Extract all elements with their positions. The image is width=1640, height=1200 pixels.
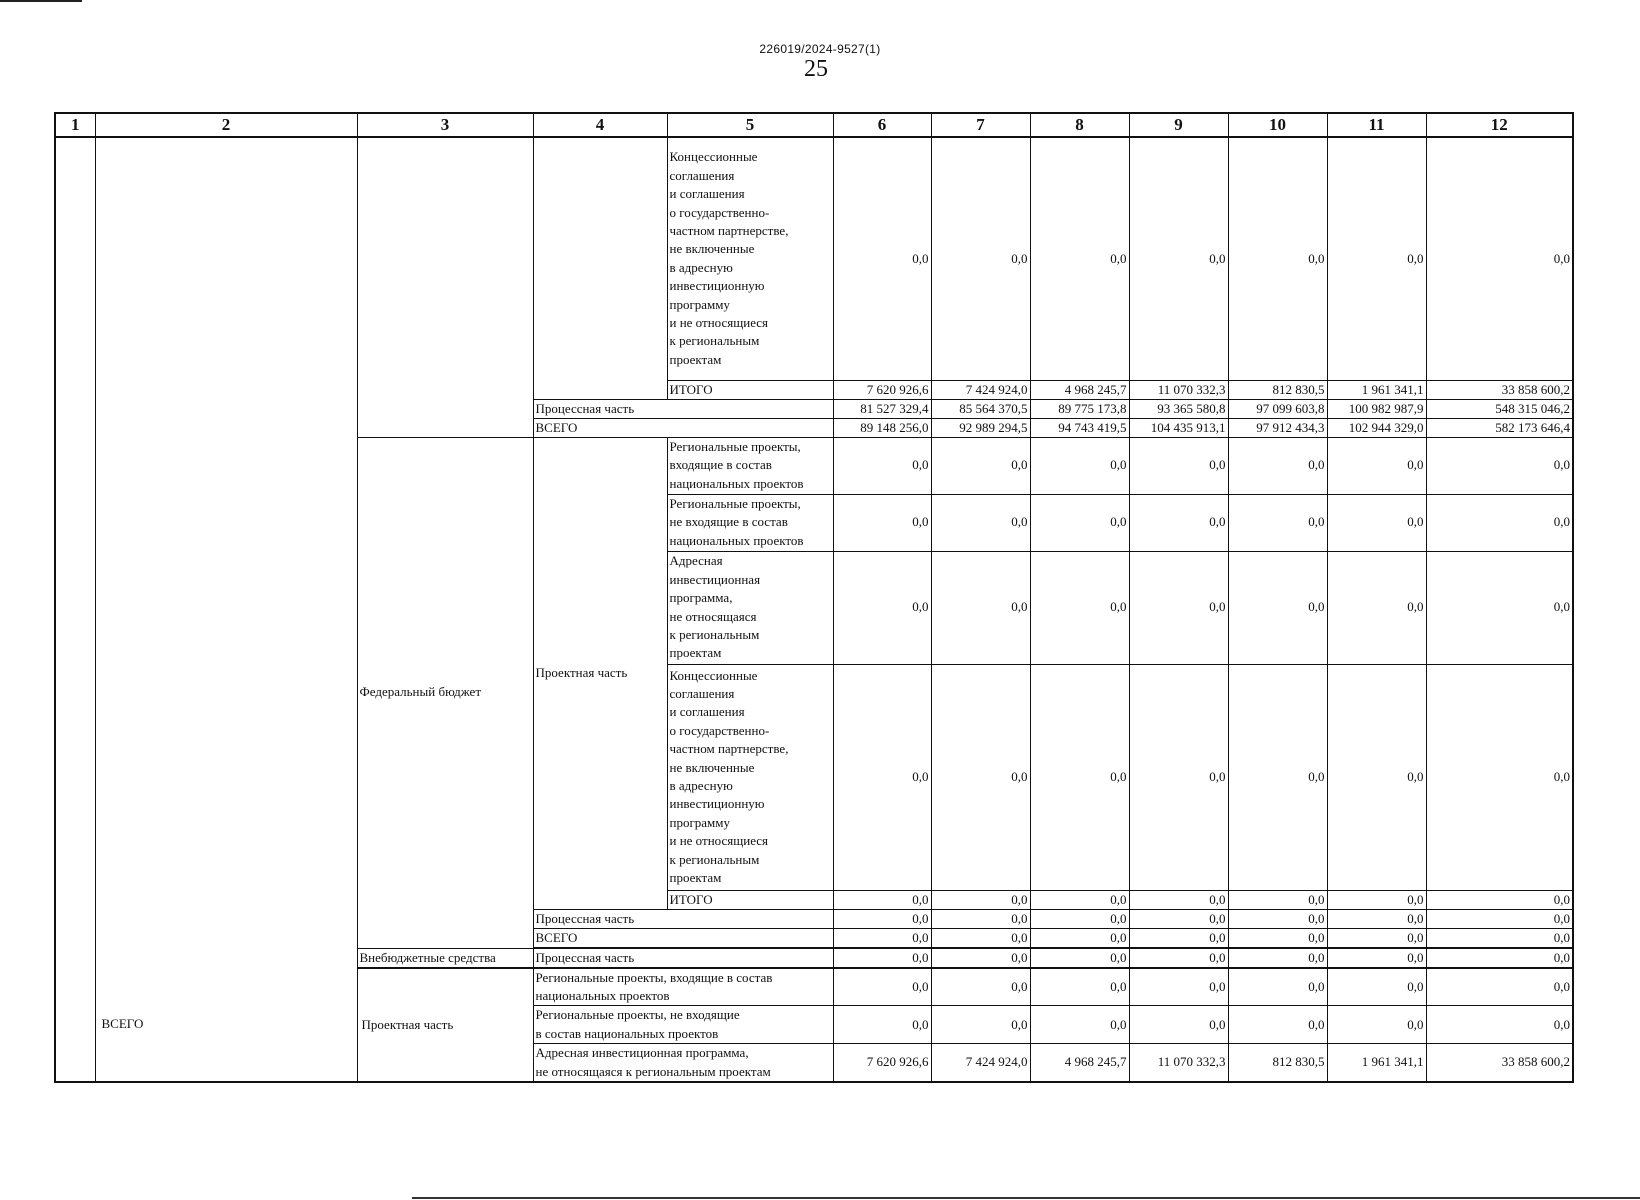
scan-edge-line [0, 0, 82, 2]
part-cell: Проектная часть [357, 968, 533, 1082]
value-cell: 92 989 294,5 [931, 418, 1030, 437]
value-cell: 0,0 [1426, 928, 1573, 947]
value-cell: 97 099 603,8 [1228, 399, 1327, 418]
value-cell: 0,0 [1426, 551, 1573, 664]
value-cell: 0,0 [833, 1006, 931, 1044]
value-cell: 0,0 [1327, 890, 1426, 909]
value-cell: 0,0 [1426, 890, 1573, 909]
value-cell: 0,0 [833, 437, 931, 494]
value-cell: 0,0 [1327, 968, 1426, 1006]
col-header: 8 [1030, 113, 1129, 137]
value-cell: 89 775 173,8 [1030, 399, 1129, 418]
col-header: 7 [931, 113, 1030, 137]
col-header: 5 [667, 113, 833, 137]
value-cell: 0,0 [1228, 437, 1327, 494]
row-label: ВСЕГО [533, 418, 833, 437]
value-cell: 0,0 [1327, 1006, 1426, 1044]
value-cell: 0,0 [1228, 968, 1327, 1006]
value-cell: 0,0 [1426, 968, 1573, 1006]
value-cell: 94 743 419,5 [1030, 418, 1129, 437]
row-label: Концессионные соглашения и соглашения о государственно- частном партнерстве, не включенные в адресную инвестиционную программу и не относящиеся к региональным проектам [667, 664, 833, 890]
value-cell: 0,0 [931, 137, 1030, 380]
value-cell: 0,0 [1327, 437, 1426, 494]
value-cell: 0,0 [1228, 664, 1327, 890]
value-cell: 0,0 [1426, 437, 1573, 494]
value-cell: 0,0 [1426, 494, 1573, 551]
value-cell: 1 961 341,1 [1327, 380, 1426, 399]
value-cell: 0,0 [1327, 494, 1426, 551]
value-cell: 0,0 [1030, 494, 1129, 551]
value-cell: 0,0 [1129, 909, 1228, 928]
value-cell: 0,0 [833, 968, 931, 1006]
index-cell [55, 137, 95, 1082]
value-cell: 0,0 [1327, 551, 1426, 664]
value-cell: 7 424 924,0 [931, 1044, 1030, 1082]
value-cell: 0,0 [833, 948, 931, 967]
source-cell: Федеральный бюджет [357, 437, 533, 948]
value-cell: 0,0 [931, 948, 1030, 967]
value-cell: 0,0 [1030, 1006, 1129, 1044]
value-cell: 0,0 [1228, 494, 1327, 551]
col-header: 9 [1129, 113, 1228, 137]
value-cell: 0,0 [1228, 551, 1327, 664]
value-cell: 7 424 924,0 [931, 380, 1030, 399]
value-cell: 0,0 [931, 664, 1030, 890]
row-label: Процессная часть [533, 948, 833, 967]
value-cell: 0,0 [1129, 1006, 1228, 1044]
value-cell: 0,0 [833, 551, 931, 664]
value-cell: 89 148 256,0 [833, 418, 931, 437]
col-header: 12 [1426, 113, 1573, 137]
value-cell: 0,0 [1129, 494, 1228, 551]
value-cell: 0,0 [1129, 968, 1228, 1006]
value-cell: 548 315 046,2 [1426, 399, 1573, 418]
value-cell: 0,0 [931, 437, 1030, 494]
value-cell: 11 070 332,3 [1129, 380, 1228, 399]
name-cell [95, 137, 357, 968]
value-cell: 0,0 [1129, 928, 1228, 947]
row-label: ИТОГО [667, 380, 833, 399]
col-header: 10 [1228, 113, 1327, 137]
value-cell: 0,0 [1030, 928, 1129, 947]
value-cell: 812 830,5 [1228, 380, 1327, 399]
value-cell: 4 968 245,7 [1030, 1044, 1129, 1082]
row-label: Процессная часть [533, 909, 833, 928]
col-header: 2 [95, 113, 357, 137]
value-cell: 812 830,5 [1228, 1044, 1327, 1082]
value-cell: 33 858 600,2 [1426, 380, 1573, 399]
col-header: 6 [833, 113, 931, 137]
value-cell: 0,0 [1327, 664, 1426, 890]
value-cell: 0,0 [1426, 664, 1573, 890]
value-cell: 0,0 [833, 928, 931, 947]
value-cell: 0,0 [1129, 948, 1228, 967]
registration-number: 226019/2024-9527(1) [759, 42, 881, 56]
value-cell: 0,0 [1228, 928, 1327, 947]
column-number-row [55, 113, 1573, 137]
row-label: Концессионные соглашения и соглашения о государственно- частном партнерстве, не включенные в адресную инвестиционную программу и не относящиеся к региональным проектам [667, 137, 833, 380]
value-cell: 0,0 [1030, 137, 1129, 380]
value-cell: 0,0 [833, 137, 931, 380]
value-cell: 0,0 [1129, 890, 1228, 909]
value-cell: 0,0 [931, 494, 1030, 551]
value-cell: 0,0 [1129, 551, 1228, 664]
value-cell: 33 858 600,2 [1426, 1044, 1573, 1082]
row-label: Процессная часть [533, 399, 833, 418]
table-row [55, 137, 1573, 380]
value-cell: 102 944 329,0 [1327, 418, 1426, 437]
value-cell: 0,0 [1129, 664, 1228, 890]
part-cell [533, 137, 667, 399]
value-cell: 0,0 [1030, 664, 1129, 890]
value-cell: 0,0 [833, 664, 931, 890]
value-cell: 85 564 370,5 [931, 399, 1030, 418]
row-label: Региональные проекты, не входящие в состав национальных проектов [533, 1006, 833, 1044]
value-cell: 0,0 [1228, 909, 1327, 928]
col-header: 3 [357, 113, 533, 137]
value-cell: 0,0 [1228, 890, 1327, 909]
value-cell: 97 912 434,3 [1228, 418, 1327, 437]
value-cell: 1 961 341,1 [1327, 1044, 1426, 1082]
value-cell: 0,0 [1030, 948, 1129, 967]
value-cell: 0,0 [833, 494, 931, 551]
value-cell: 0,0 [1030, 909, 1129, 928]
value-cell: 0,0 [1426, 137, 1573, 380]
value-cell: 104 435 913,1 [1129, 418, 1228, 437]
value-cell: 582 173 646,4 [1426, 418, 1573, 437]
row-label: Адресная инвестиционная программа, не относящаяся к региональным проектам [533, 1044, 833, 1082]
row-label: Региональные проекты, входящие в состав национальных проектов [533, 968, 833, 1006]
page-number: 25 [804, 56, 828, 82]
row-label: Региональные проекты, входящие в состав национальных проектов [667, 437, 833, 494]
value-cell: 0,0 [1030, 437, 1129, 494]
source-cell: Внебюджетные средства [357, 948, 533, 967]
value-cell: 0,0 [1426, 1006, 1573, 1044]
row-label: ИТОГО [667, 890, 833, 909]
value-cell: 0,0 [1228, 1006, 1327, 1044]
value-cell: 0,0 [931, 928, 1030, 947]
row-label: ВСЕГО [533, 928, 833, 947]
value-cell: 0,0 [1426, 948, 1573, 967]
scan-edge-line [412, 1197, 1640, 1199]
value-cell: 0,0 [833, 890, 931, 909]
budget-table [54, 112, 1574, 1083]
value-cell: 0,0 [931, 909, 1030, 928]
value-cell: 0,0 [1228, 948, 1327, 967]
value-cell: 100 982 987,9 [1327, 399, 1426, 418]
value-cell: 0,0 [931, 890, 1030, 909]
value-cell: 0,0 [1327, 948, 1426, 967]
value-cell: 0,0 [1129, 437, 1228, 494]
value-cell: 0,0 [1327, 928, 1426, 947]
part-cell: Проектная часть [533, 437, 667, 909]
value-cell: 7 620 926,6 [833, 380, 931, 399]
value-cell: 0,0 [1030, 968, 1129, 1006]
value-cell: 0,0 [1129, 137, 1228, 380]
row-label: Адресная инвестиционная программа, не относящаяся к региональным проектам [667, 551, 833, 664]
value-cell: 0,0 [1228, 137, 1327, 380]
value-cell: 81 527 329,4 [833, 399, 931, 418]
col-header: 1 [55, 113, 95, 137]
value-cell: 0,0 [931, 968, 1030, 1006]
value-cell: 7 620 926,6 [833, 1044, 931, 1082]
value-cell: 0,0 [1327, 909, 1426, 928]
value-cell: 4 968 245,7 [1030, 380, 1129, 399]
row-label: Региональные проекты, не входящие в состав национальных проектов [667, 494, 833, 551]
value-cell: 0,0 [1327, 137, 1426, 380]
value-cell: 0,0 [833, 909, 931, 928]
value-cell: 0,0 [1426, 909, 1573, 928]
col-header: 11 [1327, 113, 1426, 137]
value-cell: 0,0 [931, 1006, 1030, 1044]
value-cell: 0,0 [1030, 890, 1129, 909]
value-cell: 11 070 332,3 [1129, 1044, 1228, 1082]
source-cell [357, 137, 533, 437]
value-cell: 0,0 [931, 551, 1030, 664]
value-cell: 0,0 [1030, 551, 1129, 664]
value-cell: 93 365 580,8 [1129, 399, 1228, 418]
col-header: 4 [533, 113, 667, 137]
table-row [55, 968, 1573, 1006]
grand-total-label: ВСЕГО [95, 968, 357, 1082]
